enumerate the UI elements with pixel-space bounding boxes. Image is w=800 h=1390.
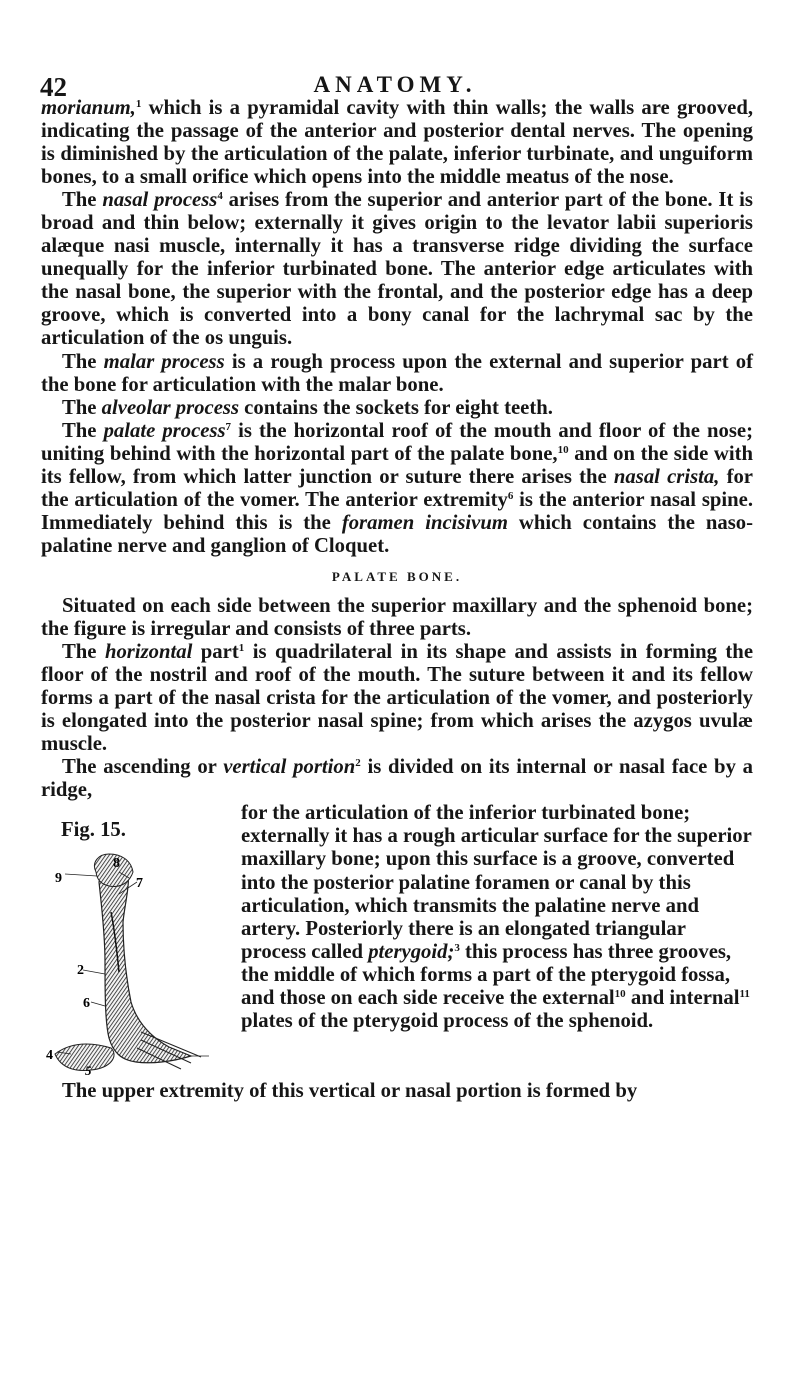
paragraph-text: is divided on its internal or nasal face by a ridge, [41,756,753,802]
reference-number: 7 [225,420,232,433]
italic-term: vertical portion [223,756,356,779]
paragraph-horizontal-part [41,641,753,756]
reference-number: 4 [217,190,223,203]
reference-number: 10 [614,987,626,1000]
paragraph-text: is quadrilateral in its shape and assists in forming the floor of the nostril and roof of the mouth. The suture between it and its fellow forms a part of the nasal crista for the articulation of the vomer, and posteriorly is elongated into the posterior nasal spine; from which arises the azygos uvulæ muscle. [41,641,753,756]
paragraph-text: plates of the pterygoid process of the sphenoid. [241,1009,654,1032]
paragraph-text: is a rough process upon the external and superior part of the bone for articulation with the malar bone. [41,350,754,396]
italic-term: alveolar process [101,396,239,419]
paragraph-text: for the articulation of the inferior turbinated bone; externally it has a rough articular surface for the superior maxillary bone; upon this surface is a groove, converted into the posterior palatine foramen or canal by this articulation, which transmits the palatine nerve and artery. Posteriorly there is an elongated triangular process called [241,802,752,963]
paragraph-vertical-portion [41,756,753,802]
paragraph-text: which is a pyramidal cavity with thin walls; the walls are grooved, indicating the passage of the anterior and posterior dental nerves. The opening is diminished by the articulation of the palate, inferior turbinate, and unguiform bones, to a small orifice which opens into the middle meatus of the nose. [41,97,753,189]
running-title: ANATOMY. [313,72,477,97]
reference-number: 1 [238,642,245,655]
figure-number-9: 9 [55,871,62,887]
figure-label: Fig. 15. [61,819,126,842]
paragraph-malar-process [41,351,753,397]
paragraph-text: The upper extremity of this vertical or nasal portion is formed by [62,1080,638,1103]
section-heading: PALATE BONE. [331,568,463,584]
paragraph-text: Situated on each side between the superior maxillary and the sphenoid bone; the figure is irregular and consists of three parts. [41,594,753,640]
paragraph-text: is the horizontal roof of the mouth and floor of the nose; uniting behind with the horizontal part of the palate bone, [41,419,753,465]
reference-number: 6 [507,489,514,502]
paragraph-palate-bone-intro [41,595,753,641]
italic-term: pterygoid; [368,940,455,963]
paragraph-text: and on the side with its fellow, from which latter junction or suture there arises the [41,442,753,488]
paragraph-text: part [192,641,239,664]
reference-number: 2 [355,757,361,770]
figure-number-8: 8 [113,856,120,872]
paragraph-text: The [62,396,102,419]
paragraph-text: The [62,419,104,442]
paragraph-text: is the anterior nasal spine. Immediately behind this is the [41,488,753,534]
palate-bone-illustration [41,842,241,1077]
paragraph-text: this process has three grooves, the middle of which forms a part of the pterygoid fossa, and those on each side receive the external [241,940,732,1009]
italic-term: foramen incisivum [341,511,508,534]
paragraph-text: for the articulation of the vomer. The anterior extremity [41,465,753,511]
reference-number: 11 [739,987,750,1000]
figure-number-7: 7 [136,876,143,892]
paragraph-alveolar-process [41,397,753,420]
body-text [41,97,753,1103]
paragraph-text: The [62,189,103,212]
leader-line [83,970,105,974]
paragraph-upper-extremity [41,1080,753,1103]
italic-term: nasal crista, [613,465,720,488]
reference-number: 10 [557,443,569,456]
paragraph-maxillary-sinus [41,97,753,189]
paragraph-text: arises from the superior and anterior part of the bone. It is broad and thin below; externally it gives origin to the levator labii superioris alæque nasi muscle, internally it has a transverse ridge dividing the surface unequally for the inferior turbinated bone. The anterior edge articulates with the nasal bone, the superior with the frontal, and the posterior edge has a deep groove, which is converted into a bony canal for the lachrymal sac by the articulation of the os unguis. [41,189,753,350]
paragraph-text: which contains the naso-palatine nerve and ganglion of Cloquet. [41,511,753,557]
vertical-plate-shape [99,864,191,1063]
figure-number-5: 5 [85,1063,92,1078]
figure-15 [41,819,241,1080]
page-number: 42 [40,72,67,102]
figure-number-4: 4 [46,1048,53,1064]
paragraph-nasal-process [41,189,753,350]
leader-line [91,1002,105,1006]
reference-number: 1 [135,98,142,110]
italic-term: malar process [103,350,225,373]
paragraph-text: and internal [625,986,740,1009]
paragraph-text: The ascending or [62,756,224,779]
paragraph-text: The [62,641,105,664]
paragraph-text: contains the sockets for eight teeth. [239,396,553,419]
italic-term: horizontal [104,641,193,664]
italic-term: palate process [103,419,226,442]
leader-line [65,874,97,876]
figure-number-6: 6 [83,996,90,1012]
italic-term: nasal process [102,189,218,212]
paragraph-text: The [62,350,104,373]
paragraph-palate-process [41,420,753,558]
reference-number: 3 [454,941,460,954]
figure-number-2: 2 [77,963,84,979]
italic-term: morianum, [41,97,136,119]
